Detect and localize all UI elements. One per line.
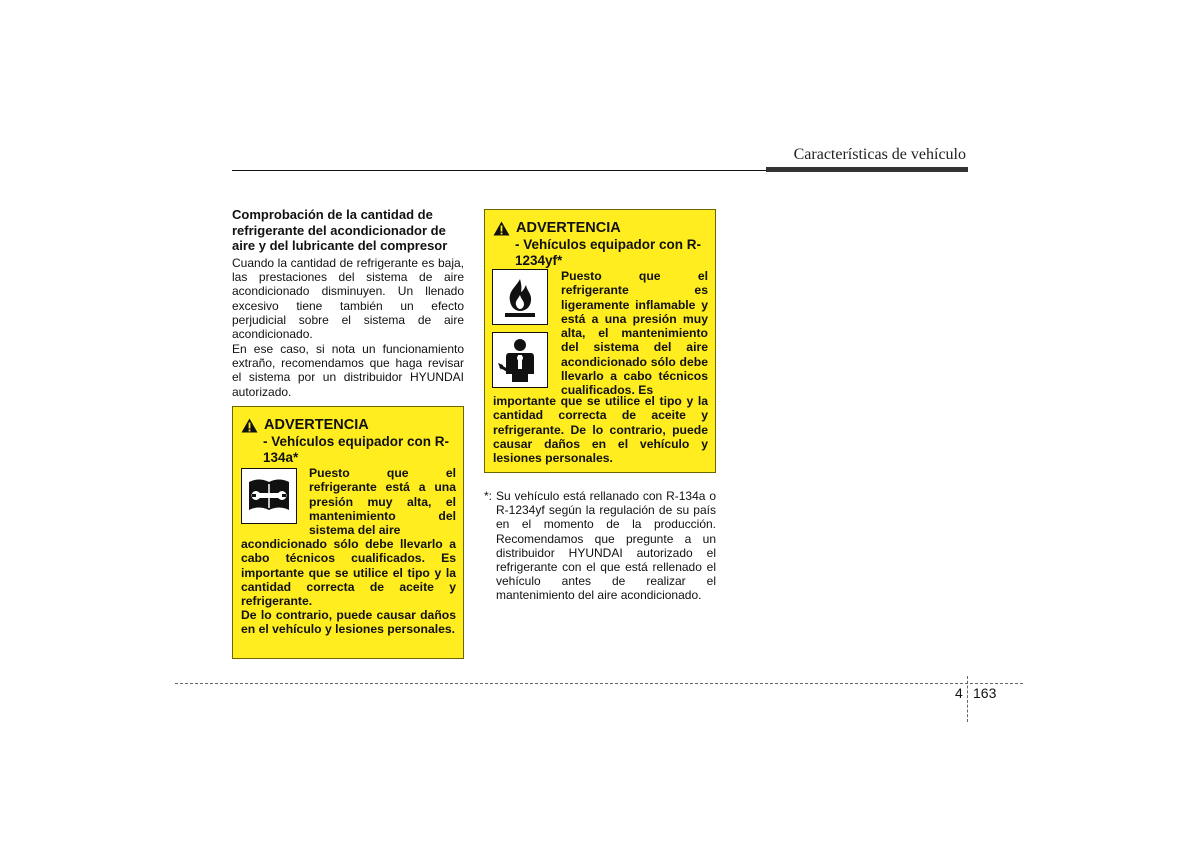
warning-title: ADVERTENCIA: [516, 220, 621, 236]
section-heading: Comprobación de la cantidad de refrigerante del acondicionador de aire y del lubricante del compresor: [232, 207, 448, 253]
warning-subtitle: - Vehículos equipador con R-134a*: [263, 434, 450, 465]
warning-triangle-icon: [241, 418, 258, 433]
warning-text: acondicionado sólo debe llevarlo a cabo técnicos cualificados. Es importante que se utilice el tipo y la cantidad correcta de aceite y refrigerante.: [241, 537, 456, 609]
page-header-title: Características de vehículo: [793, 146, 966, 163]
footer-rule: [175, 683, 1023, 684]
warning-header: [493, 220, 621, 236]
warning-title: ADVERTENCIA: [264, 417, 369, 433]
header-rule-accent: [766, 167, 968, 172]
service-manual-icon: [241, 468, 297, 524]
footnote-text: Su vehículo está rellanado con R-134a o R-1234yf según la regulación de su país en el momento de la producción. Recomendamos que pregunte a un distribuidor HYUNDAI autorizado el refrigerante con el que está rellenado el vehículo antes de realizar el mantenimiento del aire acondicionado.: [496, 489, 716, 603]
chapter-number: 4: [955, 685, 963, 701]
warning-text: importante que se utilice el tipo y la cantidad correcta de aceite y refrigerante. De lo contrario, puede causar daños en el vehículo y lesiones personales.: [493, 394, 708, 466]
warning-header: [241, 417, 369, 433]
qualified-technician-icon: [492, 332, 548, 388]
flammable-icon: [492, 269, 548, 325]
warning-box-r134a: [232, 406, 464, 659]
warning-text: De lo contrario, puede causar daños en el vehículo y lesiones personales.: [241, 608, 456, 637]
warning-subtitle: - Vehículos equipador con R-1234yf*: [515, 237, 702, 268]
footnote: [484, 489, 716, 603]
body-paragraph: Cuando la cantidad de refrigerante es baja, las prestaciones del sistema de aire acondicionado disminuyen. Un llenado excesivo tiene también un efecto perjudicial sobre el sistema de aire acondicionado.: [232, 256, 464, 342]
body-paragraph: En ese caso, si nota un funcionamiento extraño, recomendamos que haga revisar el sistema por un distribuidor HYUNDAI autorizado.: [232, 342, 464, 399]
footnote-mark: *:: [484, 489, 493, 503]
warning-box-r1234yf: [484, 209, 716, 473]
warning-triangle-icon: [493, 221, 510, 236]
header-rule: [232, 170, 766, 171]
footer-divider: [967, 676, 968, 722]
warning-text-beside: Puesto que el refrigerante está a una presión muy alta, el mantenimiento del sistema del aire: [309, 466, 456, 538]
warning-text-beside: Puesto que el refrigerante es ligeramente inflamable y está a una presión muy alta, el mantenimiento del sistema del aire acondicionado sólo debe llevarlo a cabo técnicos cualificados. Es: [561, 269, 708, 398]
page-number: 163: [973, 685, 997, 701]
